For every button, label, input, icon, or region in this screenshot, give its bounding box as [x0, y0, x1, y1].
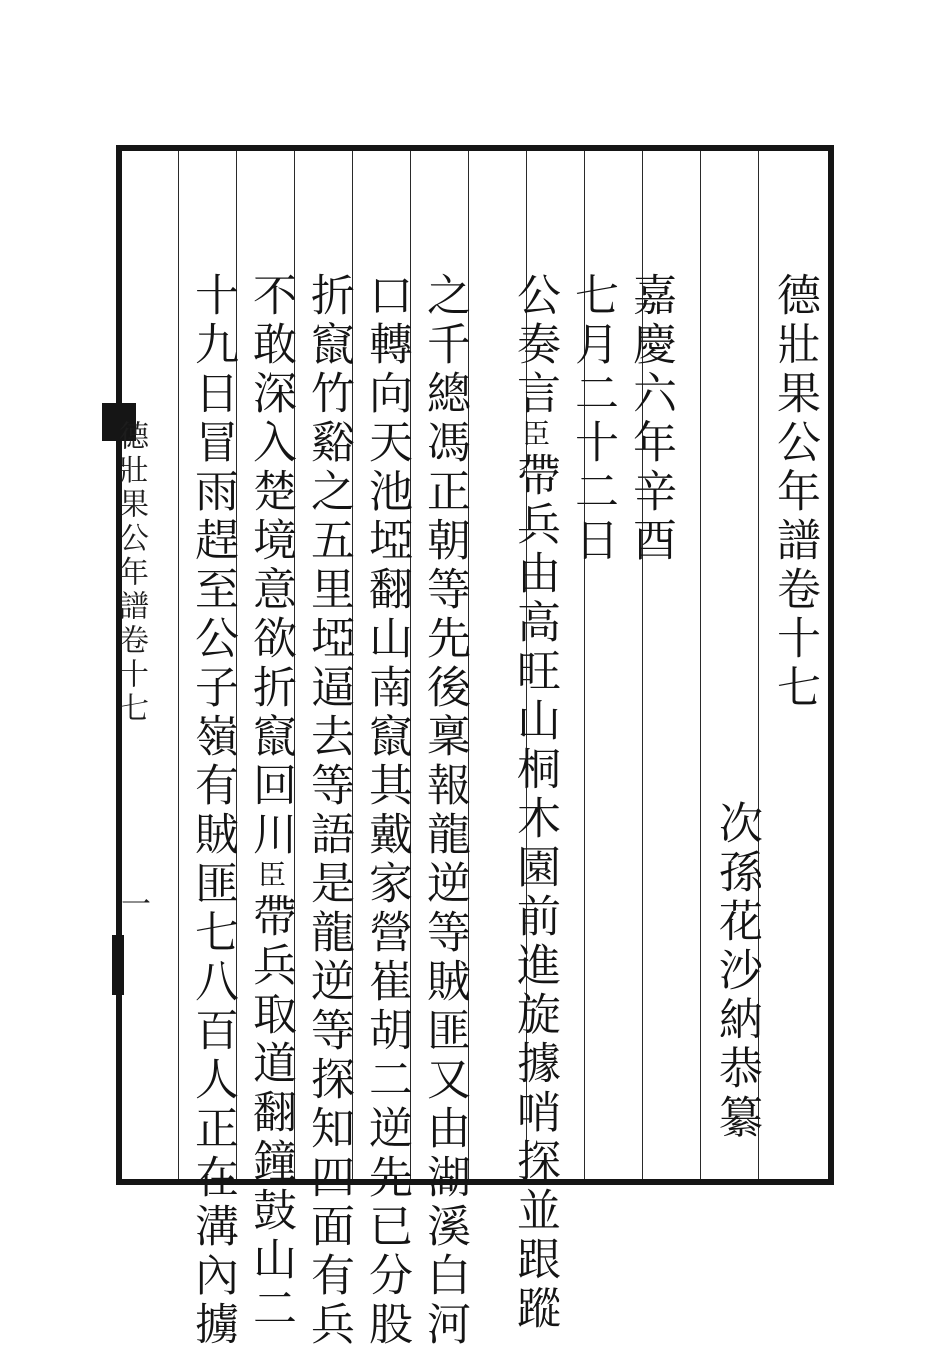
text-column-3-part-a: 公奏言 — [509, 272, 560, 419]
minister-honorific: 臣 — [518, 419, 551, 452]
text-column-7 — [244, 272, 296, 1334]
text-column-8: 十九日冒雨趕至公子嶺有賊匪七八百人正在溝內擄 — [187, 272, 238, 1350]
page-number: 一 — [115, 888, 150, 918]
text-column-2: 七月二十二日 — [567, 272, 618, 566]
text-column-1: 嘉慶六年辛酉 — [625, 272, 676, 566]
fish-tail-mark — [112, 935, 124, 995]
margin-title: 德壯果公年譜卷十七 — [113, 420, 148, 726]
text-column-5: 口轉向天池埡翻山南竄其戴家營崔胡二逆先已分股 — [361, 272, 412, 1350]
text-column-6: 折竄竹谿之五里埡逼去等語是龍逆等探知四面有兵 — [303, 272, 354, 1350]
column-rule — [178, 151, 179, 1179]
compiler-credit: 次孫花沙納恭纂 — [711, 800, 762, 1143]
text-column-3 — [508, 272, 560, 1334]
text-column-7-part-b: 帶兵取道翻鐘鼓山二 — [245, 893, 296, 1334]
text-column-3-part-b: 帶兵由高旺山桐木園前進旋據哨探並跟蹤 — [509, 452, 560, 1334]
text-column-4: 之千總馮正朝等先後稟報龍逆等賊匪又由湖溪白河 — [419, 272, 470, 1350]
minister-honorific: 臣 — [254, 860, 287, 893]
column-rule — [700, 151, 701, 1179]
text-column-7-part-a: 不敢深入楚境意欲折竄回川 — [245, 272, 296, 860]
book-title-column: 德壯果公年譜卷十七 — [769, 272, 820, 713]
